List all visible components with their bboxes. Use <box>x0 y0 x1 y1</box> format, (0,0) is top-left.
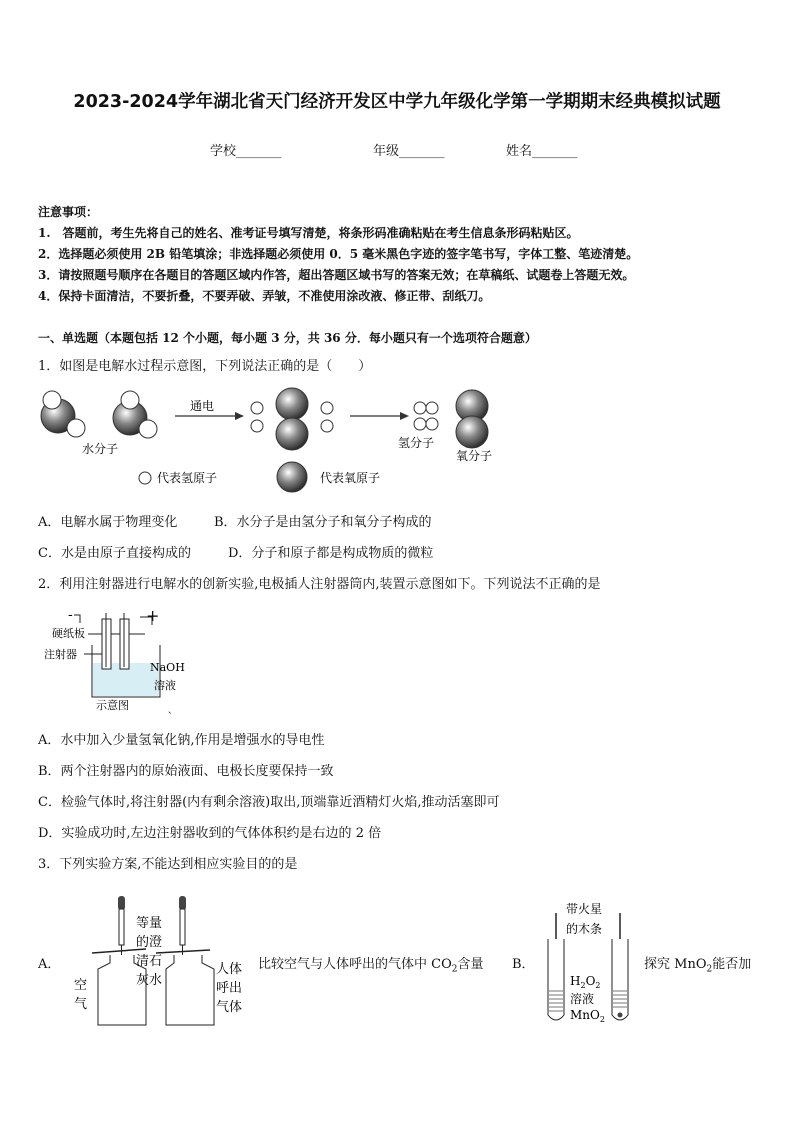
section-heading: 一、单选题（本题包括 12 个小题，每小题 3 分，共 36 分．每小题只有一个选项符合题意） <box>38 331 537 345</box>
question-2-option-d[interactable]: D．实验成功时,左边注射器收到的气体体积约是右边的 2 倍 <box>38 826 382 841</box>
dropper-left <box>118 896 125 955</box>
question-1-option-a[interactable]: A．电解水属于物理变化 <box>38 515 178 530</box>
oxygen-molecule-label: 氧分子 <box>456 449 493 463</box>
catalyst-test-diagram <box>540 895 636 1027</box>
exhaled-label-1: 人体 <box>216 962 243 977</box>
dropper-text-4: 灰水 <box>136 973 163 988</box>
electrolysis-diagram <box>30 380 510 500</box>
question-3-option-b-text: 探究 MnO$_2$能否加 <box>644 957 752 975</box>
hydrogen-atom <box>251 402 263 414</box>
question-3-option-a[interactable]: A． <box>38 957 61 972</box>
question-3-option-b[interactable]: B． <box>512 957 535 972</box>
hydrogen-atom <box>251 420 263 432</box>
question-2-option-a[interactable]: A．水中加入少量氢氧化钠,作用是增强水的导电性 <box>38 733 325 748</box>
school-field: 学校_______ <box>210 144 282 159</box>
solution-label: 溶液 <box>570 992 595 1006</box>
question-3-stem: 3．下列实验方案,不能达到相应实验目的的是 <box>38 857 298 872</box>
legend-hydrogen-icon <box>139 472 151 484</box>
page-title: 2023-2024学年湖北省天门经济开发区中学九年级化学第一学期期末经典模拟试题 <box>73 92 721 112</box>
question-2-option-c[interactable]: C．检验气体时,将注射器(内有剩余溶液)取出,顶端靠近酒精灯火焰,推动活塞即可 <box>38 795 500 810</box>
question-1-option-c[interactable]: C．水是由原子直接构成的 <box>38 546 191 561</box>
water-molecule-label: 水分子 <box>82 442 119 456</box>
air-label-2: 气 <box>74 997 88 1012</box>
question-2-stem: 2．利用注射器进行电解水的创新实验,电极插人注射器筒内,装置示意图如下。下列说法不正确的是 <box>38 577 601 592</box>
notice-item-1: 1. 答题前，考生先将自己的姓名、准考证号填写清楚，将条形码准确粘贴在考生信息条形码粘贴区。 <box>38 226 579 240</box>
legend-oxygen-icon <box>277 462 307 492</box>
notice-item-4: 4．保持卡面清洁，不要折叠，不要弄破、弄皱，不准使用涂改液、修正带、刮纸刀。 <box>38 289 491 303</box>
name-field: 姓名_______ <box>506 144 578 159</box>
question-1-option-b[interactable]: B．水分子是由氢分子和氧分子构成的 <box>214 515 432 530</box>
question-2-option-b[interactable]: B．两个注射器内的原始液面、电极长度要保持一致 <box>38 764 334 779</box>
water-molecule <box>113 391 157 438</box>
notice-item-2: 2．选择题必须使用 2B 铅笔填涂；非选择题必须使用 0．5 毫米黑色字迹的签字笔书写，字体工整、笔迹清楚。 <box>38 247 639 261</box>
negative-electrode-label: - <box>68 607 73 623</box>
hydrogen-molecule-label: 氢分子 <box>398 436 435 450</box>
notice-heading: 注意事项： <box>38 205 99 219</box>
question-1-option-d[interactable]: D．分子和原子都是构成物质的微粒 <box>228 546 434 561</box>
legend-hydrogen-label: 代表氢原子 <box>157 471 218 485</box>
grade-field: 年级_______ <box>373 144 445 159</box>
hydrogen-molecule <box>414 418 426 430</box>
naoh-label: NaOH <box>150 661 185 674</box>
test-tube-right <box>612 939 628 1020</box>
hydrogen-atom <box>321 420 333 432</box>
board-label: 硬纸板 <box>52 627 85 640</box>
water-molecule <box>41 391 85 437</box>
exhaled-label-2: 呼出 <box>216 981 243 996</box>
syringe-label: 注射器 <box>44 648 77 661</box>
oxygen-atom <box>276 388 308 420</box>
positive-electrode-label: + <box>146 606 160 625</box>
question-1-stem: 1．如图是电解水过程示意图，下列说法正确的是（ ） <box>38 359 372 374</box>
notice-item-3: 3．请按照题号顺序在各题目的答题区域内作答，超出答题区域书写的答案无效；在草稿纸、试题卷上答题无效。 <box>38 268 635 282</box>
h2o2-label: $H_2O_2$ <box>570 974 601 990</box>
test-tube-left <box>548 939 564 1020</box>
syringe-apparatus-diagram <box>40 605 200 715</box>
legend-oxygen-label: 代表氧原子 <box>320 471 381 485</box>
splint-label-2: 的木条 <box>566 922 603 936</box>
hydrogen-molecule <box>414 402 426 414</box>
solution-label: 溶液 <box>154 679 176 692</box>
oxygen-atom <box>276 418 308 450</box>
hydrogen-atom <box>321 402 333 414</box>
arrow-label: 通电 <box>190 399 215 413</box>
dropper-text-2: 的澄 <box>136 935 163 950</box>
mno2-label: MnO$_2$ <box>570 1008 605 1024</box>
exhaled-air-bottle <box>166 955 214 1025</box>
air-label-1: 空 <box>74 978 88 993</box>
diagram-caption: 示意图 <box>96 699 129 712</box>
lime-water-comparison-diagram <box>66 893 256 1033</box>
splint-label-1: 带火星 <box>566 902 603 916</box>
dropper-text-1: 等量 <box>136 916 163 931</box>
stray-mark: 、 <box>168 706 178 715</box>
question-3-option-a-text: 比较空气与人体呼出的气体中 $CO_2$含量 <box>258 957 484 975</box>
dropper-right <box>179 896 186 955</box>
exhaled-label-3: 气体 <box>216 1000 243 1015</box>
dropper-text-3: 清石 <box>136 954 163 969</box>
